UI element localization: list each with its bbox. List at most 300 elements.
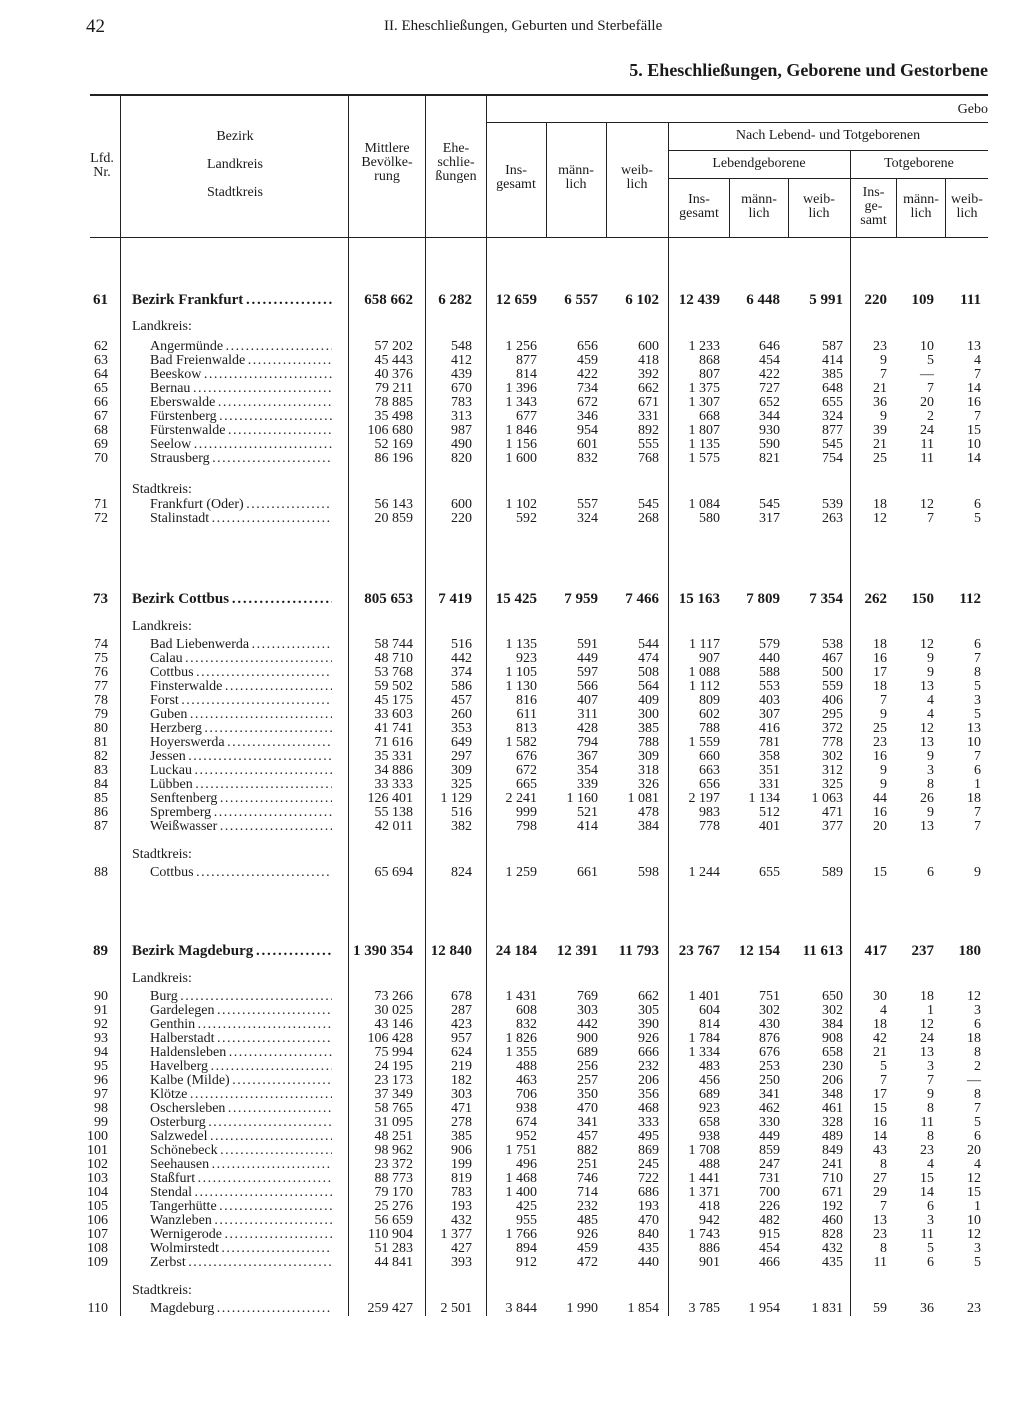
header-lg-insgesamt: Ins- gesamt [679,192,719,221]
cell-tgm: 12 [920,637,934,652]
cell-w: 840 [638,1227,659,1242]
cell-area-name: Guben . . . [150,708,332,722]
cell-bev: 34 886 [374,763,413,778]
cell-w: 7 466 [625,591,659,607]
cell-ins: 3 844 [505,1301,537,1316]
cell-tgw: 16 [967,395,981,410]
cell-lgw: 908 [822,1031,843,1046]
cell-lgm: 466 [759,1255,780,1270]
cell-ehe: 670 [451,381,472,396]
table-row [0,680,1024,694]
cell-m: 470 [577,1101,598,1116]
table-row [0,1158,1024,1172]
cell-bev: 106 428 [367,1031,413,1046]
cell-lgi: 1 371 [688,1185,720,1200]
cell-tgm: 8 [927,1129,934,1144]
cell-m: 339 [577,777,598,792]
cell-w: 545 [638,497,659,512]
cell-w: 666 [638,1045,659,1060]
cell-lgw: 778 [822,735,843,750]
cell-ins: 2 241 [505,791,537,806]
cell-bev: 23 372 [374,1157,413,1172]
cell-w: 384 [638,819,659,834]
cell-lfd-nr: 82 [94,749,108,764]
cell-lgm: 915 [759,1227,780,1242]
cell-tgi: 14 [873,1129,887,1144]
cell-tgi: 9 [880,353,887,368]
cell-area-name: Haldensleben . . . [150,1046,332,1060]
cell-tgw: 5 [974,679,981,694]
cell-lfd-nr: 76 [94,665,108,680]
cell-ins: 1 156 [505,437,537,452]
cell-tgm: 3 [927,763,934,778]
cell-lfd-nr: 65 [94,381,108,396]
cell-area-name: Eberswalde . . . [150,396,332,410]
cell-bev: 259 427 [367,1301,413,1316]
cell-lgm: 307 [759,707,780,722]
running-head: II. Eheschließungen, Geburten und Sterbefälle [384,18,663,34]
cell-lgw: 489 [822,1129,843,1144]
table-row [0,1018,1024,1032]
cell-m: 1 990 [566,1301,598,1316]
cell-tgw: 12 [967,989,981,1004]
cell-ins: 592 [516,511,537,526]
cell-w: 722 [638,1171,659,1186]
cell-lgi: 1 375 [688,381,720,396]
cell-tgm: 13 [920,819,934,834]
cell-lgw: 648 [822,381,843,396]
cell-w: 544 [638,637,659,652]
table-row [0,750,1024,764]
cell-tgw: 1 [974,777,981,792]
cell-bev: 24 195 [374,1059,413,1074]
cell-w: 318 [638,763,659,778]
cell-ins: 1 400 [505,1185,537,1200]
cell-tgm: 18 [920,989,934,1004]
cell-ins: 814 [516,367,537,382]
header-tg-maennlich: männ- lich [903,192,939,221]
cell-tgw: 4 [974,1157,981,1172]
cell-m: 746 [577,1171,598,1186]
cell-ehe: 516 [451,805,472,820]
cell-area-name: Wernigerode . . . [150,1228,332,1242]
cell-tgi: 13 [873,1213,887,1228]
cell-area-name: Bad Liebenwerda . . . [150,638,332,652]
cell-ins: 425 [516,1199,537,1214]
cell-lgm: 12 154 [738,943,780,959]
table-row-total [0,592,1024,606]
cell-area-name: Strausberg . . . [150,452,332,466]
cell-tgm: 24 [920,423,934,438]
cell-tgm: 4 [927,1157,934,1172]
cell-tgw: 7 [974,805,981,820]
cell-tgi: 16 [873,749,887,764]
cell-m: 354 [577,763,598,778]
cell-lfd-nr: 96 [94,1073,108,1088]
cell-tgi: 59 [873,1301,887,1316]
cell-ins: 923 [516,651,537,666]
cell-lgw: 710 [822,1171,843,1186]
cell-lgm: 731 [759,1171,780,1186]
cell-bev: 33 333 [374,777,413,792]
cell-m: 232 [577,1199,598,1214]
cell-lfd-nr: 94 [94,1045,108,1060]
cell-lgw: 435 [822,1255,843,1270]
cell-bev: 35 498 [374,409,413,424]
cell-ehe: 987 [451,423,472,438]
header-eheschliessungen: Ehe- schlie- ßungen [435,141,477,184]
cell-w: 232 [638,1059,659,1074]
cell-tgw: 14 [967,451,981,466]
cell-tgi: 18 [873,679,887,694]
cell-tgw: 7 [974,749,981,764]
cell-lfd-nr: 107 [87,1227,108,1242]
cell-lfd-nr: 106 [87,1213,108,1228]
cell-lfd-nr: 110 [87,1301,108,1316]
cell-w: 326 [638,777,659,792]
cell-ehe: 548 [451,339,472,354]
cell-lgi: 983 [699,805,720,820]
cell-w: 671 [638,395,659,410]
cell-tgm: 11 [920,1115,934,1130]
cell-lgi: 901 [699,1255,720,1270]
cell-w: 300 [638,707,659,722]
table-row-total [0,944,1024,958]
cell-ehe: 624 [451,1045,472,1060]
cell-ehe: 297 [451,749,472,764]
cell-area-name: Tangerhütte . . . [150,1200,332,1214]
cell-tgi: 17 [873,665,887,680]
cell-lgm: 676 [759,1045,780,1060]
cell-ehe: 820 [451,451,472,466]
cell-ehe: 442 [451,651,472,666]
cell-area-name: Bad Freienwalde . . . [150,354,332,368]
cell-lfd-nr: 64 [94,367,108,382]
cell-w: 662 [638,989,659,1004]
cell-ehe: 313 [451,409,472,424]
cell-lgi: 1 084 [688,497,720,512]
cell-ehe: 600 [451,497,472,512]
cell-tgi: 220 [864,292,887,308]
cell-lfd-nr: 91 [94,1003,108,1018]
table-row [0,1046,1024,1060]
cell-lgm: 646 [759,339,780,354]
cell-lgw: 7 354 [809,591,843,607]
cell-lgw: 192 [822,1199,843,1214]
cell-m: 459 [577,1241,598,1256]
cell-lfd-nr: 89 [93,943,108,959]
cell-tgw: 15 [967,423,981,438]
cell-area-name: Stendal . . . [150,1186,332,1200]
table-row [0,1116,1024,1130]
cell-ehe: 309 [451,763,472,778]
cell-w: 409 [638,693,659,708]
cell-ins: 938 [516,1101,537,1116]
cell-lfd-nr: 103 [87,1171,108,1186]
cell-tgm: 1 [927,1003,934,1018]
cell-w: 331 [638,409,659,424]
cell-lgm: 250 [759,1073,780,1088]
cell-tgm: 36 [920,1301,934,1316]
cell-lfd-nr: 77 [94,679,108,694]
table-row [0,652,1024,666]
cell-area-name: Burg . . . [150,990,332,1004]
cell-bev: 110 904 [368,1227,413,1242]
cell-m: 12 391 [556,943,598,959]
cell-tgi: 15 [873,1101,887,1116]
cell-ins: 1 468 [505,1171,537,1186]
header-nach-lebend-tot: Nach Lebend- und Totgeborenen [735,128,921,143]
cell-lgw: 559 [822,679,843,694]
cell-lgw: 460 [822,1213,843,1228]
cell-lgi: 418 [699,1199,720,1214]
cell-tgi: 27 [873,1171,887,1186]
cell-w: 6 102 [625,292,659,308]
cell-w: 600 [638,339,659,354]
cell-bev: 1 390 354 [353,943,413,959]
cell-area-name: Landkreis: [132,972,192,986]
cell-area-name: Klötze . . . [150,1088,332,1102]
cell-m: 566 [577,679,598,694]
table-row [0,512,1024,526]
cell-bev: 71 616 [374,735,413,750]
cell-lgw: 538 [822,637,843,652]
cell-tgi: 23 [873,339,887,354]
cell-lgm: 430 [759,1017,780,1032]
cell-w: 385 [638,721,659,736]
cell-lfd-nr: 62 [94,339,108,354]
cell-bev: 56 659 [374,1213,413,1228]
cell-ins: 1 396 [505,381,537,396]
cell-lgi: 656 [699,777,720,792]
cell-bev: 73 266 [374,989,413,1004]
cell-lgw: 263 [822,511,843,526]
cell-area-name: Calau . . . [150,652,332,666]
cell-ehe: 260 [451,707,472,722]
cell-area-name: Herzberg . . . [150,722,332,736]
cell-ehe: 287 [451,1003,472,1018]
cell-lgw: 877 [822,423,843,438]
cell-tgw: 3 [974,1003,981,1018]
cell-w: 435 [638,1241,659,1256]
cell-ins: 488 [516,1059,537,1074]
cell-tgi: 21 [873,437,887,452]
cell-bev: 44 841 [374,1255,413,1270]
cell-w: 474 [638,651,659,666]
cell-lgm: 700 [759,1185,780,1200]
cell-lgm: 930 [759,423,780,438]
cell-ehe: 278 [451,1115,472,1130]
cell-m: 597 [577,665,598,680]
cell-ins: 894 [516,1241,537,1256]
cell-bev: 75 994 [374,1045,413,1060]
cell-lgw: 589 [822,865,843,880]
cell-lfd-nr: 75 [94,651,108,666]
table-row [0,666,1024,680]
cell-lgi: 1 441 [688,1171,720,1186]
cell-m: 714 [577,1185,598,1200]
cell-lgm: 655 [759,865,780,880]
cell-area-name: Wanzleben . . . [150,1214,332,1228]
table-row [0,498,1024,512]
cell-ins: 832 [516,1017,537,1032]
cell-tgm: 109 [911,292,934,308]
cell-w: 564 [638,679,659,694]
cell-ins: 1 826 [505,1031,537,1046]
cell-bev: 43 146 [374,1017,413,1032]
cell-area-name: Oschersleben . . . [150,1102,332,1116]
cell-bev: 20 859 [374,511,413,526]
cell-lgi: 814 [699,1017,720,1032]
cell-tgw: 23 [967,1301,981,1316]
cell-tgi: 15 [873,865,887,880]
cell-lgm: 358 [759,749,780,764]
cell-area-name: Weißwasser . . . [150,820,332,834]
cell-bev: 805 653 [364,591,413,607]
cell-lgm: 462 [759,1101,780,1116]
cell-ehe: 220 [451,511,472,526]
cell-lgm: 6 448 [746,292,780,308]
cell-tgi: 18 [873,637,887,652]
cell-tgi: 17 [873,1087,887,1102]
cell-lgm: 7 809 [746,591,780,607]
cell-lgi: 483 [699,1059,720,1074]
cell-tgi: 5 [880,1059,887,1074]
cell-lgm: 553 [759,679,780,694]
cell-ins: 1 259 [505,865,537,880]
cell-lfd-nr: 102 [87,1157,108,1172]
cell-lgm: 859 [759,1143,780,1158]
cell-lfd-nr: 69 [94,437,108,452]
cell-bev: 126 401 [367,791,413,806]
header-insgesamt: Ins- gesamt [496,163,536,192]
cell-ehe: 385 [451,1129,472,1144]
cell-tgw: 13 [967,339,981,354]
cell-tgw: 180 [958,943,981,959]
table-row [0,368,1024,382]
cell-lfd-nr: 97 [94,1087,108,1102]
cell-lgw: 241 [822,1157,843,1172]
cell-bev: 53 768 [374,665,413,680]
cell-w: 193 [638,1199,659,1214]
table-row [0,1074,1024,1088]
table-row [0,452,1024,466]
cell-lfd-nr: 85 [94,791,108,806]
cell-bev: 55 138 [374,805,413,820]
cell-lgm: 781 [759,735,780,750]
cell-m: 689 [577,1045,598,1060]
cell-lfd-nr: 93 [94,1031,108,1046]
table-row [0,1200,1024,1214]
cell-area-name: Seehausen . . . [150,1158,332,1172]
cell-lgw: 471 [822,805,843,820]
cell-lgi: 1 244 [688,865,720,880]
table-row [0,1088,1024,1102]
cell-lfd-nr: 84 [94,777,108,792]
cell-m: 422 [577,367,598,382]
cell-tgw: 10 [967,1213,981,1228]
cell-lfd-nr: 87 [94,819,108,834]
cell-w: 926 [638,1031,659,1046]
cell-lgi: 886 [699,1241,720,1256]
cell-m: 7 959 [564,591,598,607]
cell-area-name: Bezirk Magdeburg . . . [132,944,332,958]
table-section-label [0,1284,1024,1298]
cell-ins: 1 130 [505,679,537,694]
table-row [0,382,1024,396]
cell-lgi: 809 [699,693,720,708]
cell-lgi: 778 [699,819,720,834]
header-lg-weiblich: weib- lich [803,192,835,221]
cell-lgi: 689 [699,1087,720,1102]
table-row [0,1032,1024,1046]
cell-tgi: 9 [880,409,887,424]
table-row [0,1172,1024,1186]
header-lebendgeborene: Lebendgeborene [712,156,806,171]
cell-bev: 106 680 [367,423,413,438]
cell-ehe: 457 [451,693,472,708]
cell-w: 555 [638,437,659,452]
table-row [0,806,1024,820]
cell-ins: 877 [516,353,537,368]
cell-lgw: 414 [822,353,843,368]
cell-lfd-nr: 63 [94,353,108,368]
cell-m: 414 [577,819,598,834]
cell-tgw: 7 [974,367,981,382]
cell-lfd-nr: 74 [94,637,108,652]
cell-tgm: 10 [920,339,934,354]
cell-lfd-nr: 101 [87,1143,108,1158]
cell-tgw: 8 [974,1045,981,1060]
cell-lgm: 344 [759,409,780,424]
table-row [0,1144,1024,1158]
cell-lgi: 12 439 [678,292,720,308]
cell-tgw: 18 [967,1031,981,1046]
cell-lgi: 1 743 [688,1227,720,1242]
cell-ins: 15 425 [495,591,537,607]
cell-tgm: 14 [920,1185,934,1200]
cell-lfd-nr: 95 [94,1059,108,1074]
cell-lgi: 942 [699,1213,720,1228]
cell-tgm: 7 [927,381,934,396]
cell-lgw: 587 [822,339,843,354]
cell-lgw: 348 [822,1087,843,1102]
cell-lfd-nr: 105 [87,1199,108,1214]
cell-area-name: Landkreis: [132,620,192,634]
cell-lgw: 539 [822,497,843,512]
cell-m: 303 [577,1003,598,1018]
cell-tgw: 13 [967,721,981,736]
header-geborene-group: Gebo [957,102,988,117]
cell-w: 869 [638,1143,659,1158]
cell-m: 350 [577,1087,598,1102]
cell-area-name: Stalinstadt . . . [150,512,332,526]
cell-bev: 40 376 [374,367,413,382]
cell-lgm: 247 [759,1157,780,1172]
cell-tgw: 111 [960,292,981,308]
cell-ins: 1 102 [505,497,537,512]
cell-w: 598 [638,865,659,880]
cell-tgi: 21 [873,381,887,396]
table-title: 5. Eheschließungen, Geborene und Gestorbene [629,60,988,80]
cell-m: 457 [577,1129,598,1144]
cell-bev: 658 662 [364,292,413,308]
cell-lfd-nr: 79 [94,707,108,722]
cell-w: 418 [638,353,659,368]
cell-w: 892 [638,423,659,438]
cell-area-name: Gardelegen . . . [150,1004,332,1018]
cell-tgm: 24 [920,1031,934,1046]
